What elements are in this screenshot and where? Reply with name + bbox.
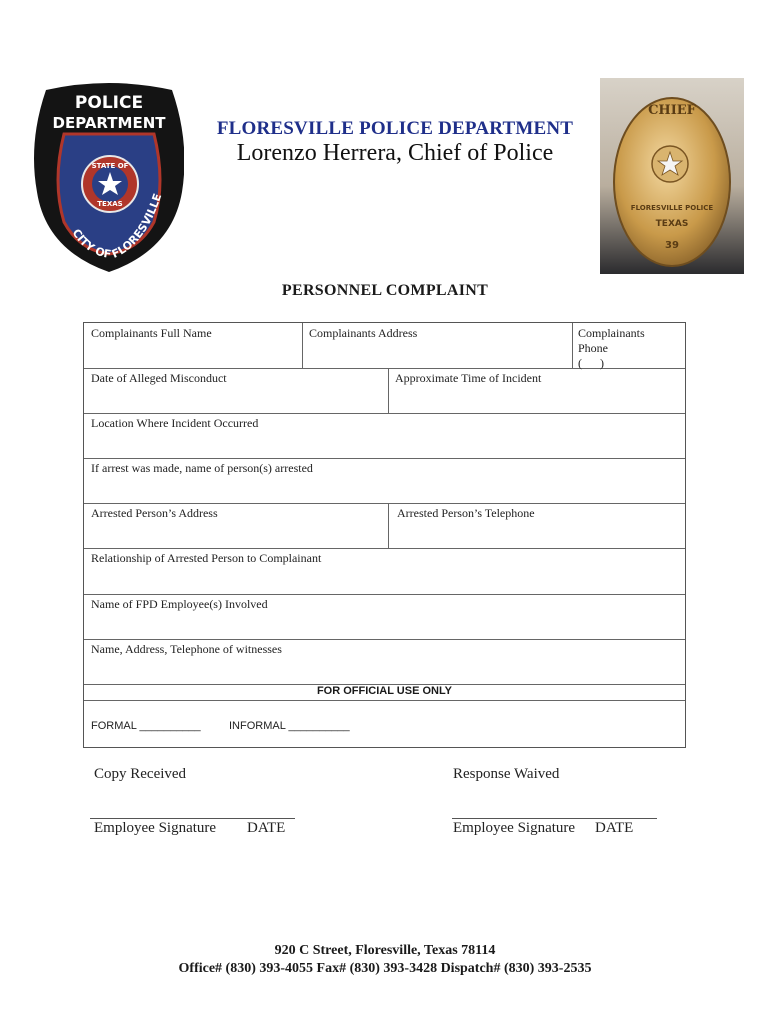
incident-time-field[interactable]: Approximate Time of Incident bbox=[395, 371, 542, 385]
police-patch-logo bbox=[34, 82, 184, 274]
badge-state: TEXAS bbox=[655, 219, 689, 229]
employee-signature-label-right: Employee Signature bbox=[453, 820, 576, 836]
phone-label: Complainants bbox=[578, 326, 645, 340]
badge-number: 39 bbox=[665, 240, 679, 251]
phone-parentheses: ( ) bbox=[578, 356, 604, 370]
relationship-field[interactable]: Relationship of Arrested Person to Complainant bbox=[91, 551, 322, 565]
complaint-form bbox=[83, 322, 686, 748]
informal-field[interactable]: INFORMAL __________ bbox=[229, 720, 350, 732]
chief-name: Lorenzo Herrera, Chief of Police bbox=[236, 140, 554, 166]
complainant-name-field[interactable]: Complainants Full Name bbox=[91, 326, 212, 340]
incident-location-field[interactable]: Location Where Incident Occurred bbox=[91, 416, 259, 430]
response-waived-label: Response Waived bbox=[453, 766, 560, 782]
official-use-header: FOR OFFICIAL USE ONLY bbox=[316, 685, 453, 697]
employees-involved-field[interactable]: Name of FPD Employee(s) Involved bbox=[91, 597, 268, 611]
misconduct-date-field[interactable]: Date of Alleged Misconduct bbox=[91, 371, 227, 385]
copy-received-label: Copy Received bbox=[94, 766, 187, 782]
employee-signature-label-left: Employee Signature bbox=[94, 820, 217, 836]
phone-label-2: Phone bbox=[578, 341, 608, 355]
form-title: PERSONNEL COMPLAINT bbox=[281, 282, 489, 299]
patch-line1: POLICE bbox=[74, 93, 144, 113]
patch-center-bottom: TEXAS bbox=[97, 200, 123, 208]
date-label-left: DATE bbox=[247, 820, 286, 836]
date-label-right: DATE bbox=[595, 820, 634, 836]
patch-ring-right: FLORESVILLE bbox=[109, 191, 165, 261]
witnesses-field[interactable]: Name, Address, Telephone of witnesses bbox=[91, 642, 282, 656]
arrested-phone-field[interactable]: Arrested Person’s Telephone bbox=[397, 506, 535, 520]
badge-ribbon: FLORESVILLE POLICE bbox=[630, 204, 714, 212]
signature-line-left[interactable] bbox=[90, 818, 295, 819]
formal-field[interactable]: FORMAL __________ bbox=[91, 720, 201, 732]
complainant-address-field[interactable]: Complainants Address bbox=[309, 326, 418, 340]
arrested-address-field[interactable]: Arrested Person’s Address bbox=[91, 506, 218, 520]
badge-top: CHIEF bbox=[648, 103, 696, 118]
footer-address: 920 C Street, Floresville, Texas 78114 bbox=[274, 943, 496, 958]
chief-badge-image bbox=[600, 78, 744, 274]
signature-line-right[interactable] bbox=[452, 818, 657, 819]
patch-line2: DEPARTMENT bbox=[52, 114, 166, 132]
footer-phones: Office# (830) 393-4055 Fax# (830) 393-3428 Dispatch# (830) 393-2535 bbox=[178, 961, 592, 976]
complainant-phone-field[interactable] bbox=[578, 326, 645, 371]
patch-ring-left: CITY OF bbox=[69, 226, 113, 262]
patch-center-top: STATE OF bbox=[91, 162, 129, 170]
department-title: FLORESVILLE POLICE DEPARTMENT bbox=[216, 118, 574, 139]
arrested-names-field[interactable]: If arrest was made, name of person(s) arrested bbox=[91, 461, 313, 475]
